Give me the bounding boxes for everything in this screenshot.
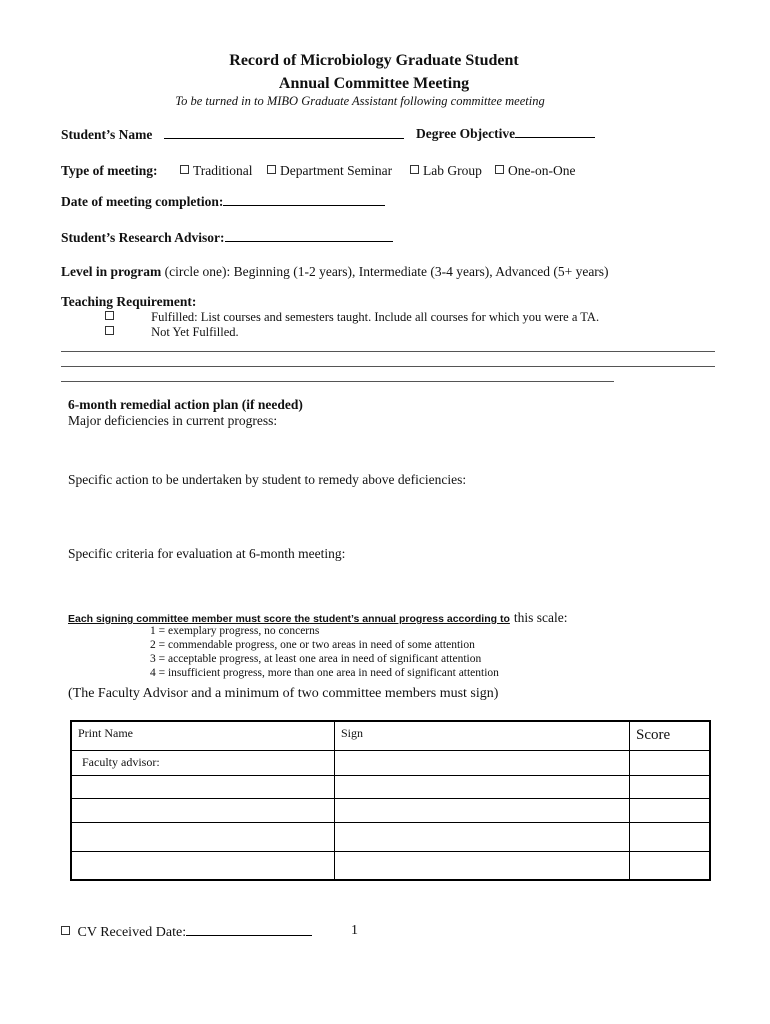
checkbox-icon[interactable] <box>105 311 114 320</box>
courses-line-3[interactable] <box>61 381 614 382</box>
score-cell[interactable] <box>630 750 711 775</box>
scale-intro-underlined: Each signing committee member must score the student’s annual progress according to <box>68 613 510 625</box>
courses-line-1[interactable] <box>61 351 715 352</box>
form-title: Record of Microbiology Graduate Student <box>229 52 519 69</box>
sign-cell[interactable] <box>335 822 630 851</box>
score-cell[interactable] <box>630 851 711 880</box>
faculty-advisor-cell[interactable] <box>71 750 335 775</box>
checkbox-icon[interactable] <box>267 165 276 174</box>
teaching-requirement-label: Teaching Requirement: <box>61 294 197 309</box>
meeting-date-row <box>61 193 385 210</box>
checkbox-icon[interactable] <box>495 165 504 174</box>
remedial-criteria-label: Specific criteria for evaluation at 6-month meeting: <box>68 546 346 561</box>
table-row <box>71 851 710 880</box>
level-in-program-row <box>61 264 609 280</box>
checkbox-icon[interactable] <box>180 165 189 174</box>
research-advisor-row <box>61 229 393 246</box>
type-of-meeting-row <box>61 163 157 179</box>
meeting-option-traditional[interactable]: Traditional <box>180 163 253 179</box>
meeting-date-label: Date of meeting completion: <box>61 194 224 209</box>
degree-objective-field[interactable] <box>515 125 595 138</box>
scale-intro-tail: this scale: <box>513 610 568 625</box>
print-name-cell[interactable] <box>71 798 335 822</box>
student-name-label: Student’s Name <box>61 127 153 142</box>
table-row <box>71 822 710 851</box>
remedial-deficiencies-label: Major deficiencies in current progress: <box>68 413 278 428</box>
remedial-action-label: Specific action to be undertaken by student to remedy above deficiencies: <box>68 472 467 487</box>
level-in-program-label: Level in program <box>61 264 162 279</box>
scale-item-4: 4 = insufficient progress, more than one area in need of significant attention <box>150 667 499 679</box>
degree-objective-row <box>416 125 595 142</box>
research-advisor-field[interactable] <box>225 229 393 242</box>
sign-header: Sign <box>335 721 630 750</box>
table-row <box>71 750 710 775</box>
score-cell[interactable] <box>630 798 711 822</box>
sign-cell[interactable] <box>335 798 630 822</box>
table-header-row <box>71 721 710 750</box>
sign-cell[interactable] <box>335 750 630 775</box>
form-subtitle-meeting: Annual Committee Meeting <box>278 75 470 92</box>
remedial-plan-heading: 6-month remedial action plan (if needed) <box>68 397 303 412</box>
research-advisor-label: Student’s Research Advisor: <box>61 230 225 245</box>
score-header: Score <box>630 721 711 750</box>
checkbox-icon[interactable] <box>410 165 419 174</box>
print-name-cell[interactable] <box>71 822 335 851</box>
cv-received-row <box>61 923 312 941</box>
courses-line-2[interactable] <box>61 366 715 367</box>
student-name-field[interactable] <box>164 126 404 139</box>
scale-item-2: 2 = commendable progress, one or two areas in need of some attention <box>150 639 475 651</box>
print-name-cell[interactable] <box>71 851 335 880</box>
meeting-option-lab-group[interactable]: Lab Group <box>410 163 482 179</box>
cv-received-date-field[interactable] <box>186 923 312 936</box>
teaching-option-not-fulfilled[interactable]: Not Yet Fulfilled. <box>105 325 239 340</box>
checkbox-icon[interactable] <box>105 326 114 335</box>
signature-table <box>70 720 711 881</box>
table-row <box>71 798 710 822</box>
scale-item-1: 1 = exemplary progress, no concerns <box>150 625 320 637</box>
faculty-advisor-label: Faculty advisor: <box>82 754 160 769</box>
level-in-program-options[interactable]: (circle one): Beginning (1-2 years), Intermediate (3-4 years), Advanced (5+ years) <box>164 264 609 279</box>
meeting-date-field[interactable] <box>223 193 385 206</box>
print-name-header: Print Name <box>71 721 335 750</box>
checkbox-icon[interactable] <box>61 926 70 935</box>
form-instructions: To be turned in to MIBO Graduate Assistant following committee meeting <box>175 94 545 108</box>
degree-objective-label: Degree Objective <box>416 126 516 141</box>
meeting-option-one-on-one[interactable]: One-on-One <box>495 163 575 179</box>
cv-received-label: CV Received Date: <box>77 925 187 940</box>
teaching-option-fulfilled[interactable]: Fulfilled: List courses and semesters taught. Include all courses for which you were a TA. <box>105 310 599 325</box>
type-of-meeting-label: Type of meeting: <box>61 163 158 178</box>
sign-cell[interactable] <box>335 775 630 798</box>
sign-cell[interactable] <box>335 851 630 880</box>
meeting-option-department-seminar[interactable]: Department Seminar <box>267 163 392 179</box>
print-name-cell[interactable] <box>71 775 335 798</box>
score-cell[interactable] <box>630 822 711 851</box>
student-name-row <box>61 126 404 143</box>
page-number: 1 <box>351 923 358 938</box>
table-row <box>71 775 710 798</box>
score-cell[interactable] <box>630 775 711 798</box>
scale-item-3: 3 = acceptable progress, at least one area in need of significant attention <box>150 653 482 665</box>
signature-requirement-note: (The Faculty Advisor and a minimum of two committee members must sign) <box>68 686 499 701</box>
